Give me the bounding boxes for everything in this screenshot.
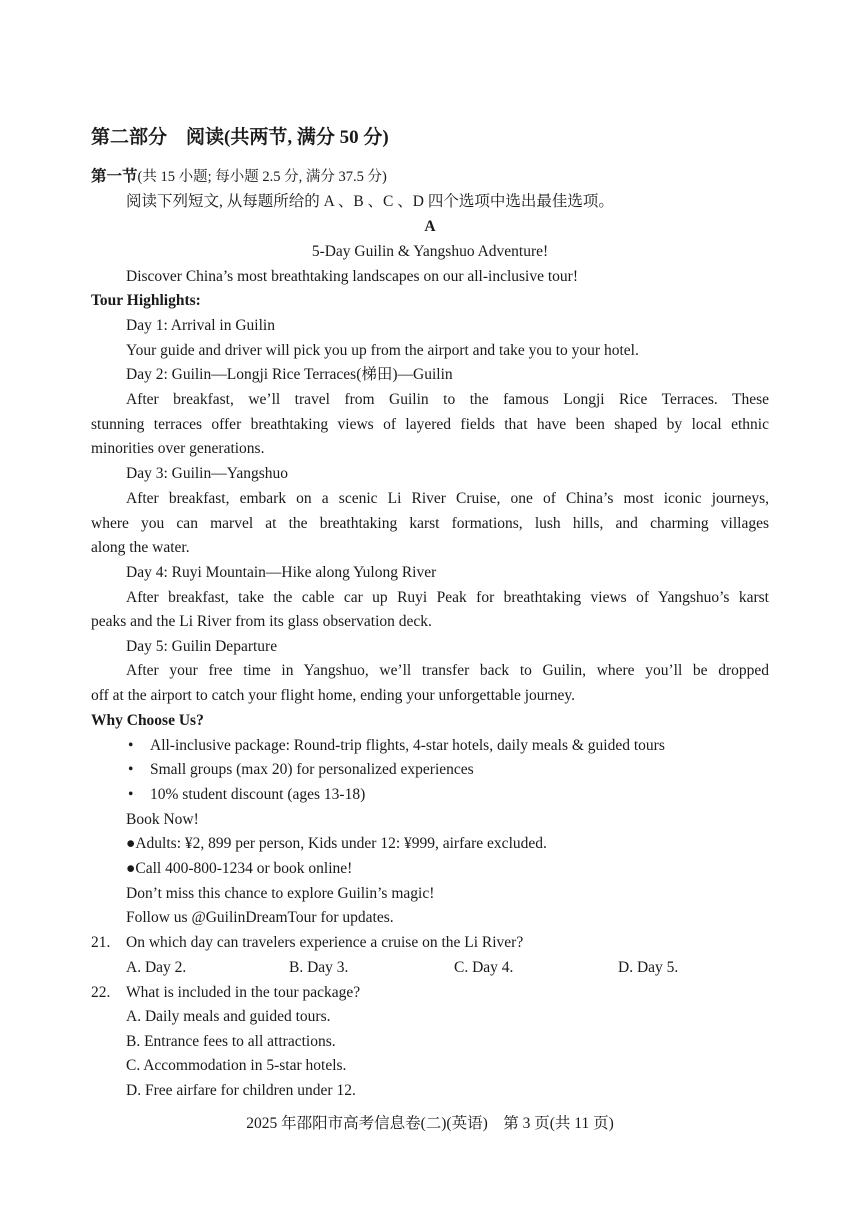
page-footer: 2025 年邵阳市高考信息卷(二)(英语) 第 3 页(共 11 页) xyxy=(246,1115,614,1132)
why-item-text: All-inclusive package: Round-trip flights, 4-star hotels, daily meals & guided tours xyxy=(150,737,665,754)
call-line: ●Call 400-800-1234 or book online! xyxy=(126,860,353,877)
part-title: 第二部分 阅读(共两节, 满分 50 分) xyxy=(91,127,389,148)
q22-option-d[interactable]: D. Free airfare for children under 12. xyxy=(126,1082,356,1099)
question-21 xyxy=(91,933,110,953)
day2-text-line3: minorities over generations. xyxy=(91,440,265,457)
day1-title: Day 1: Arrival in Guilin xyxy=(126,317,275,334)
day2-text-line1: After breakfast, we’ll travel from Guilin to the famous Longji Rice Terraces. These xyxy=(126,391,769,408)
adults-price: ●Adults: ¥2, 899 per person, Kids under 12: ¥999, airfare excluded. xyxy=(126,835,547,852)
day1-text: Your guide and driver will pick you up from the airport and take you to your hotel. xyxy=(126,342,639,359)
q22-option-c[interactable]: C. Accommodation in 5-star hotels. xyxy=(126,1057,347,1074)
q21-option-d[interactable]: D. Day 5. xyxy=(618,959,679,976)
day4-title: Day 4: Ruyi Mountain—Hike along Yulong River xyxy=(126,564,437,581)
q22-option-b[interactable]: B. Entrance fees to all attractions. xyxy=(126,1033,336,1050)
question-21-stem: On which day can travelers experience a cruise on the Li River? xyxy=(126,934,524,951)
instruction: 阅读下列短文, 从每题所给的 A 、B 、C 、D 四个选项中选出最佳选项。 xyxy=(126,193,614,210)
day5-text-line1: After your free time in Yangshuo, we’ll transfer back to Guilin, where you’ll be dropped xyxy=(126,662,769,679)
why-item xyxy=(128,785,365,805)
question-number: 21. xyxy=(91,934,111,951)
section-note: (共 15 小题; 每小题 2.5 分, 满分 37.5 分) xyxy=(137,169,387,185)
q21-option-a[interactable]: A. Day 2. xyxy=(126,959,187,976)
q21-option-c[interactable]: C. Day 4. xyxy=(454,959,514,976)
why-item xyxy=(128,736,665,756)
day5-title: Day 5: Guilin Departure xyxy=(126,638,278,655)
q22-option-a[interactable]: A. Daily meals and guided tours. xyxy=(126,1008,331,1025)
passage-letter: A xyxy=(424,218,436,235)
bullet-icon: • xyxy=(128,737,134,754)
book-now: Book Now! xyxy=(126,811,199,828)
question-number: 22. xyxy=(91,984,111,1001)
question-22-stem: What is included in the tour package? xyxy=(126,984,361,1001)
day4-text-line2: peaks and the Li River from its glass observation deck. xyxy=(91,613,432,630)
why-item-text: Small groups (max 20) for personalized experiences xyxy=(150,761,474,778)
section-header xyxy=(91,167,387,187)
bullet-icon: • xyxy=(128,786,134,803)
day5-text-line2: off at the airport to catch your flight home, ending your unforgettable journey. xyxy=(91,687,575,704)
day3-title: Day 3: Guilin—Yangshuo xyxy=(126,465,289,482)
section-label: 第一节 xyxy=(91,168,138,185)
why-item xyxy=(128,760,474,780)
day4-text-line1: After breakfast, take the cable car up Ruyi Peak for breathtaking views of Yangshuo’s karst xyxy=(126,589,769,606)
day2-text-line2: stunning terraces offer breathtaking views of layered fields that have been shaped by local ethnic xyxy=(91,416,769,433)
why-heading: Why Choose Us? xyxy=(91,712,204,729)
question-22 xyxy=(91,983,110,1003)
day2-title: Day 2: Guilin—Longji Rice Terraces(梯田)—Guilin xyxy=(126,366,453,383)
q21-option-b[interactable]: B. Day 3. xyxy=(289,959,349,976)
why-item-text: 10% student discount (ages 13-18) xyxy=(150,786,366,803)
passage-title: 5-Day Guilin & Yangshuo Adventure! xyxy=(311,243,549,260)
intro-text: Discover China’s most breathtaking landscapes on our all-inclusive tour! xyxy=(126,268,578,285)
day3-text-line3: along the water. xyxy=(91,539,190,556)
day3-text-line1: After breakfast, embark on a scenic Li River Cruise, one of China’s most iconic journeys, xyxy=(126,490,769,507)
day3-text-line2: where you can marvel at the breathtaking karst formations, lush hills, and charming villages xyxy=(91,515,769,532)
follow-us: Follow us @GuilinDreamTour for updates. xyxy=(126,909,394,926)
bullet-icon: • xyxy=(128,761,134,778)
highlights-heading: Tour Highlights: xyxy=(91,292,201,309)
dont-miss: Don’t miss this chance to explore Guilin’s magic! xyxy=(126,885,435,902)
